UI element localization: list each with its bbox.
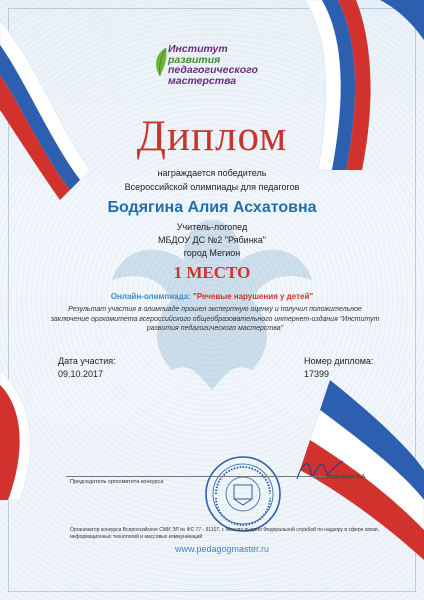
signature-line [66,476,356,477]
diploma-number-value: 17399 [304,369,330,379]
signature-mark [295,455,345,485]
olympiad-label: Онлайн-олимпиада: [110,292,191,301]
date-value: 09.10.2017 [58,369,104,379]
official-seal-icon [204,455,282,533]
organizer-footer: Организатор конкурса Всероссийское СМИ ЭЛ № ФС 77 - 91107, г. Москва выдано Федеральной службой по надзору в сфере связи, информационных технологий и массовых коммуникаций [70,527,380,540]
logo-line-4: мастерства [168,74,237,87]
date-label: Дата участия: [58,356,116,366]
recipient-name: Бодягина Алия Асхатовна [107,199,317,216]
recipient-position: Учитель-логопед [176,222,248,232]
olympiad-name: "Речевые нарушения у детей" [193,292,314,301]
place-award: 1 МЕСТО [173,263,251,282]
recipient-school: МБДОУ ДС №2 "Рябинка" [157,235,267,245]
logo-line-1: Институт [168,43,228,55]
result-text: Результат участия в олимпиаде прошел экспертную оценку и получил положительное заключение оргкомитета всероссийского общеобразовательного интернет-издания "Институт развития педагогического мастерства" [50,306,380,332]
signer-name: Медведева Е.А. [326,474,367,480]
contest-line: Всероссийской олимпиады для педагогов [124,182,300,192]
chair-label: Председатель оргкомитета конкурса [70,479,164,485]
recipient-city: город Мегион [183,248,241,258]
diploma-title: Диплом [136,113,288,160]
diploma-number-label: Номер диплома: [304,356,374,366]
logo-line-2: развития [168,53,221,66]
logo-line-3: педагогического [168,64,258,76]
leaf-logo-icon [152,46,168,78]
institute-logo [168,44,278,86]
website-link[interactable]: www.pedagogmaster.ru [175,544,270,554]
awarded-line: награждается победитель [157,168,267,178]
olympiad-title [0,292,424,301]
